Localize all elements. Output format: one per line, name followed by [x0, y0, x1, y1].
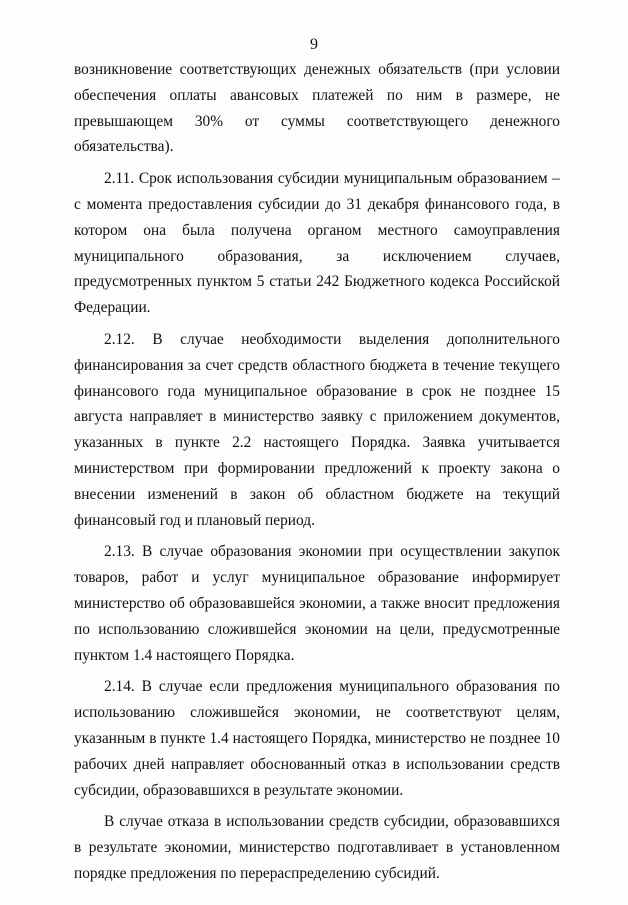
paragraph-continued: возникновение соответствующих денежных обязательств (при условии обеспечения оплаты авансовых платежей по ним в размере, не превышающем 30% от суммы соответствующего денежного обязательства). [74, 61, 560, 156]
paragraph-refusal: В случае отказа в использовании средств субсидии, образовавшихся в результате экономии, министерство подготавливает в установленном порядке предложения по перераспределению субсидий. [74, 813, 560, 882]
document-body [74, 57, 560, 887]
paragraph-2-14: 2.14. В случае если предложения муниципального образования по использованию сложившейся экономии, не соответствуют целям, указанным в пункте 1.4 настоящего Порядка, министерство не позднее 10 рабочих дней направляет обоснованный отказ в использовании средств субсидии, образовавшихся в результате экономии. [74, 678, 560, 799]
paragraph-2-13: 2.13. В случае образования экономии при осуществлении закупок товаров, работ и услуг муниципальное образование информирует министерство об образовавшейся экономии, а также вносит предложения по использованию сложившейся экономии на цели, предусмотренные пунктом 1.4 настоящего Порядка. [74, 543, 560, 664]
page-number: 9 [310, 36, 318, 53]
paragraph-2-11: 2.11. Срок использования субсидии муниципальным образованием – с момента предоставления субсидии до 31 декабря финансового года, в котором она была получена органом местного самоуправления муниципального образования, за исключением случаев, предусмотренных пунктом 5 статьи 242 Бюджетного кодекса Российской Федерации. [74, 170, 560, 317]
paragraph-2-12: 2.12. В случае необходимости выделения дополнительного финансирования за счет средств областного бюджета в течение текущего финансового года муниципальное образование в срок не позднее 15 августа направляет в министерство заявку с приложением документов, указанных в пункте 2.2 настоящего Порядка. Заявка учитывается министерством при формировании предложений к проекту закона о внесении изменений в закон об областном бюджете на текущий финансовый год и плановый период. [74, 330, 560, 529]
